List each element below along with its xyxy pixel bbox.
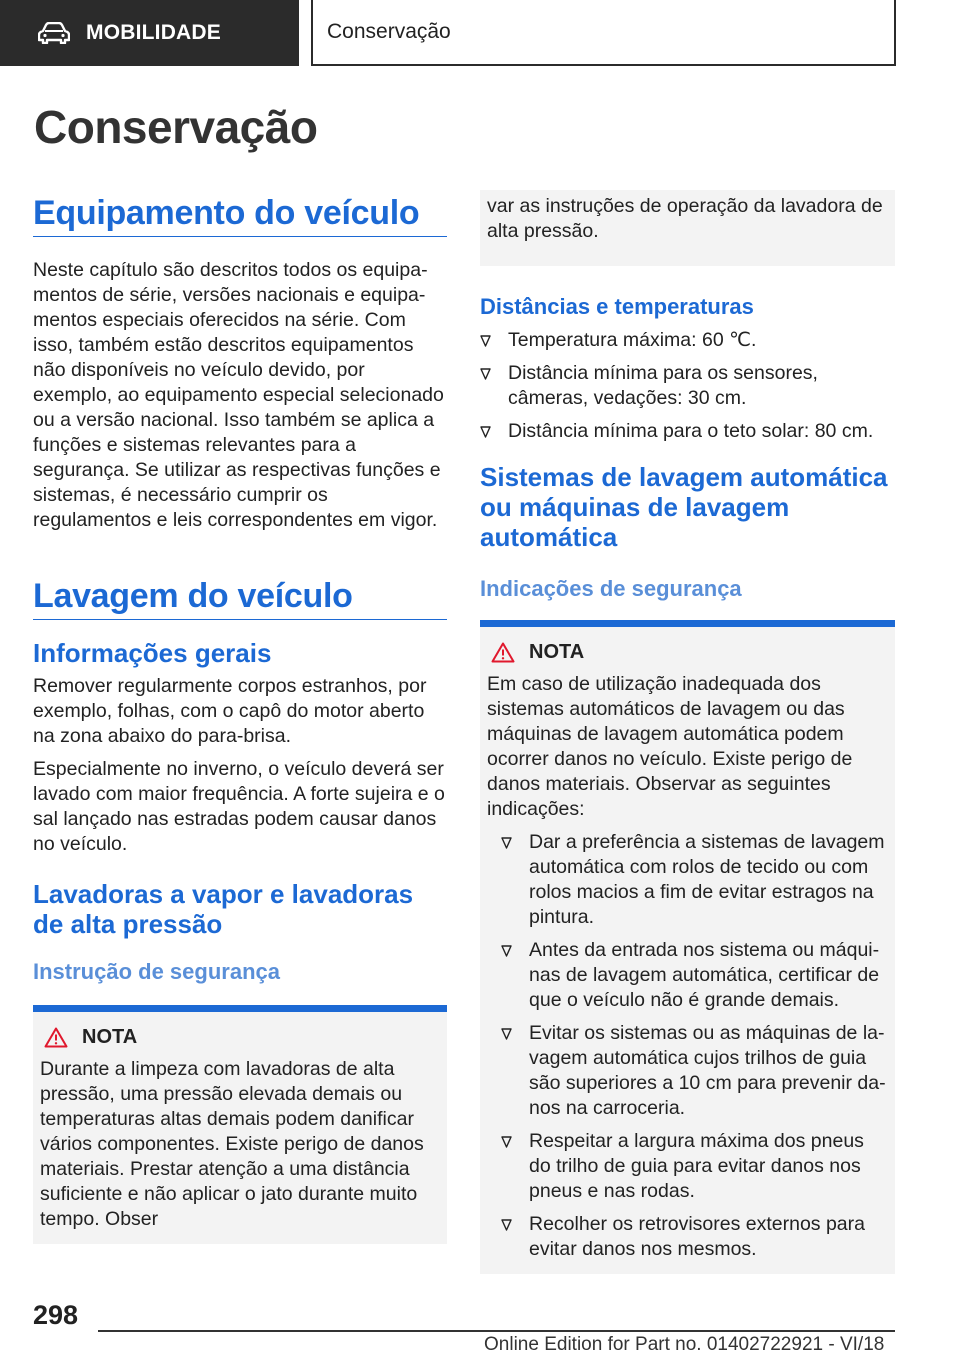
list-item: Temperatura máxima: 60 ℃.: [480, 328, 895, 353]
right-column: [480, 190, 895, 1274]
heading-safety-instruction: Instrução de segurança: [33, 959, 280, 984]
triangle-bullet-icon: [501, 945, 512, 957]
heading-rule: [33, 619, 447, 620]
triangle-bullet-icon: [480, 368, 491, 380]
note-label: NOTA: [529, 641, 585, 663]
list-item: Dar a preferência a sistemas de lavagem automática com rolos de tecido ou com rolos macios a fim de evitar estragos na pintura.: [501, 830, 887, 930]
triangle-bullet-icon: [501, 837, 512, 849]
note-text: Em caso de utilização inadequada dos sistemas automáticos de lavagem ou das máquinas de lavagem automática podem ocorrer danos no veículo. Existe perigo de danos materiais. Observar as seguintes indicações:: [487, 673, 853, 820]
warning-triangle-icon: [44, 1027, 68, 1048]
heading-pressure-washers: Lavadoras a vapor e lavadoras de alta pressão: [33, 879, 414, 939]
note-header: [40, 1026, 439, 1049]
page-header: [0, 0, 960, 66]
note-text: Durante a limpeza com lavadoras de alta pressão, uma pressão elevada demais ou temperaturas altas demais podem danificar vários componentes. Existe perigo de danos materiais. Prestar atenção a uma distância suficiente e não aplicar o jato durante muito tempo. Obser: [40, 1058, 424, 1230]
footer-edition: Online Edition for Part no. 01402722921 - VI/18: [484, 1334, 885, 1355]
heading-rule: [33, 236, 447, 237]
footer-rule: [98, 1330, 895, 1332]
chapter-tab[interactable]: [311, 0, 896, 66]
triangle-bullet-icon: [480, 335, 491, 347]
list-item: Evitar os sistemas ou as máquinas de lavagem automática cujos trilhos de guia são superiores a 10 cm para prevenir danos na carroceria.: [501, 1021, 887, 1121]
heading-distances: Distâncias e temperaturas: [480, 294, 754, 319]
heading-general-info: Informações gerais: [33, 638, 272, 668]
note-continuation-text: var as instruções de operação da lavadora de alta pressão.: [487, 195, 883, 242]
distance-list: [480, 328, 895, 444]
list-item: Respeitar a largura máxima dos pneus do trilho de guia para evitar danos nos pneus e nas rodas.: [501, 1129, 887, 1204]
equipment-text: Neste capítulo são descritos todos os equipamentos de série, versões nacionais e equipamentos especiais oferecidos na série. Com isso, também estão descritos equipamentos não disponíveis no veículo devido, por exemplo, ao equipamento especial selecionado ou a versão nacional. Isso também se aplica a funções e sistemas relevantes para a segurança. Se utilizar as respectivas funções e sistemas, é necessário cumprir os regulamentos e leis correspondentes em vigor.: [33, 259, 444, 531]
heading-automatic-wash: Sistemas de lavagem automática ou máquinas de lavagem automática: [480, 462, 888, 552]
list-item: Distância mínima para o teto solar: 80 cm.: [480, 419, 895, 444]
warning-note-box: [33, 1005, 447, 1244]
general-text-2: Especialmente no inverno, o veículo deverá ser lavado com maior frequência. A forte sujeira e o sal lançado nas estradas podem causar danos no veículo.: [33, 758, 445, 855]
list-item: Recolher os retrovisores externos para evitar danos nos mesmos.: [501, 1212, 887, 1262]
heading-equipment: Equipamento do veículo: [33, 194, 420, 232]
note-header: [487, 641, 887, 664]
warning-triangle-icon: [491, 642, 515, 663]
list-item: Distância mínima para os sensores, câmeras, vedações: 30 cm.: [480, 361, 895, 411]
note-label: NOTA: [82, 1026, 138, 1048]
heading-car-wash: Lavagem do veículo: [33, 577, 353, 615]
indication-list: [487, 830, 887, 1262]
triangle-bullet-icon: [501, 1028, 512, 1040]
left-column: [33, 190, 447, 1244]
triangle-bullet-icon: [501, 1136, 512, 1148]
page-title: Conservação: [34, 101, 318, 153]
heading-safety-indications: Indicações de segurança: [480, 576, 742, 601]
general-text-1: Remover regularmente corpos estranhos, por exemplo, folhas, com o capô do motor aberto na zona abaixo do para-brisa.: [33, 675, 427, 747]
note-continuation-box: [480, 190, 895, 266]
list-item: Antes da entrada nos sistema ou máquinas de lavagem automática, certificar de que o veículo não é grande demais.: [501, 938, 887, 1013]
warning-note-box: [480, 620, 895, 1274]
section-tab[interactable]: [0, 0, 299, 66]
car-icon: [38, 22, 70, 44]
triangle-bullet-icon: [501, 1219, 512, 1231]
chapter-label: Conservação: [327, 20, 451, 43]
section-label: MOBILIDADE: [86, 21, 221, 44]
triangle-bullet-icon: [480, 426, 491, 438]
page-number: 298: [33, 1300, 79, 1330]
